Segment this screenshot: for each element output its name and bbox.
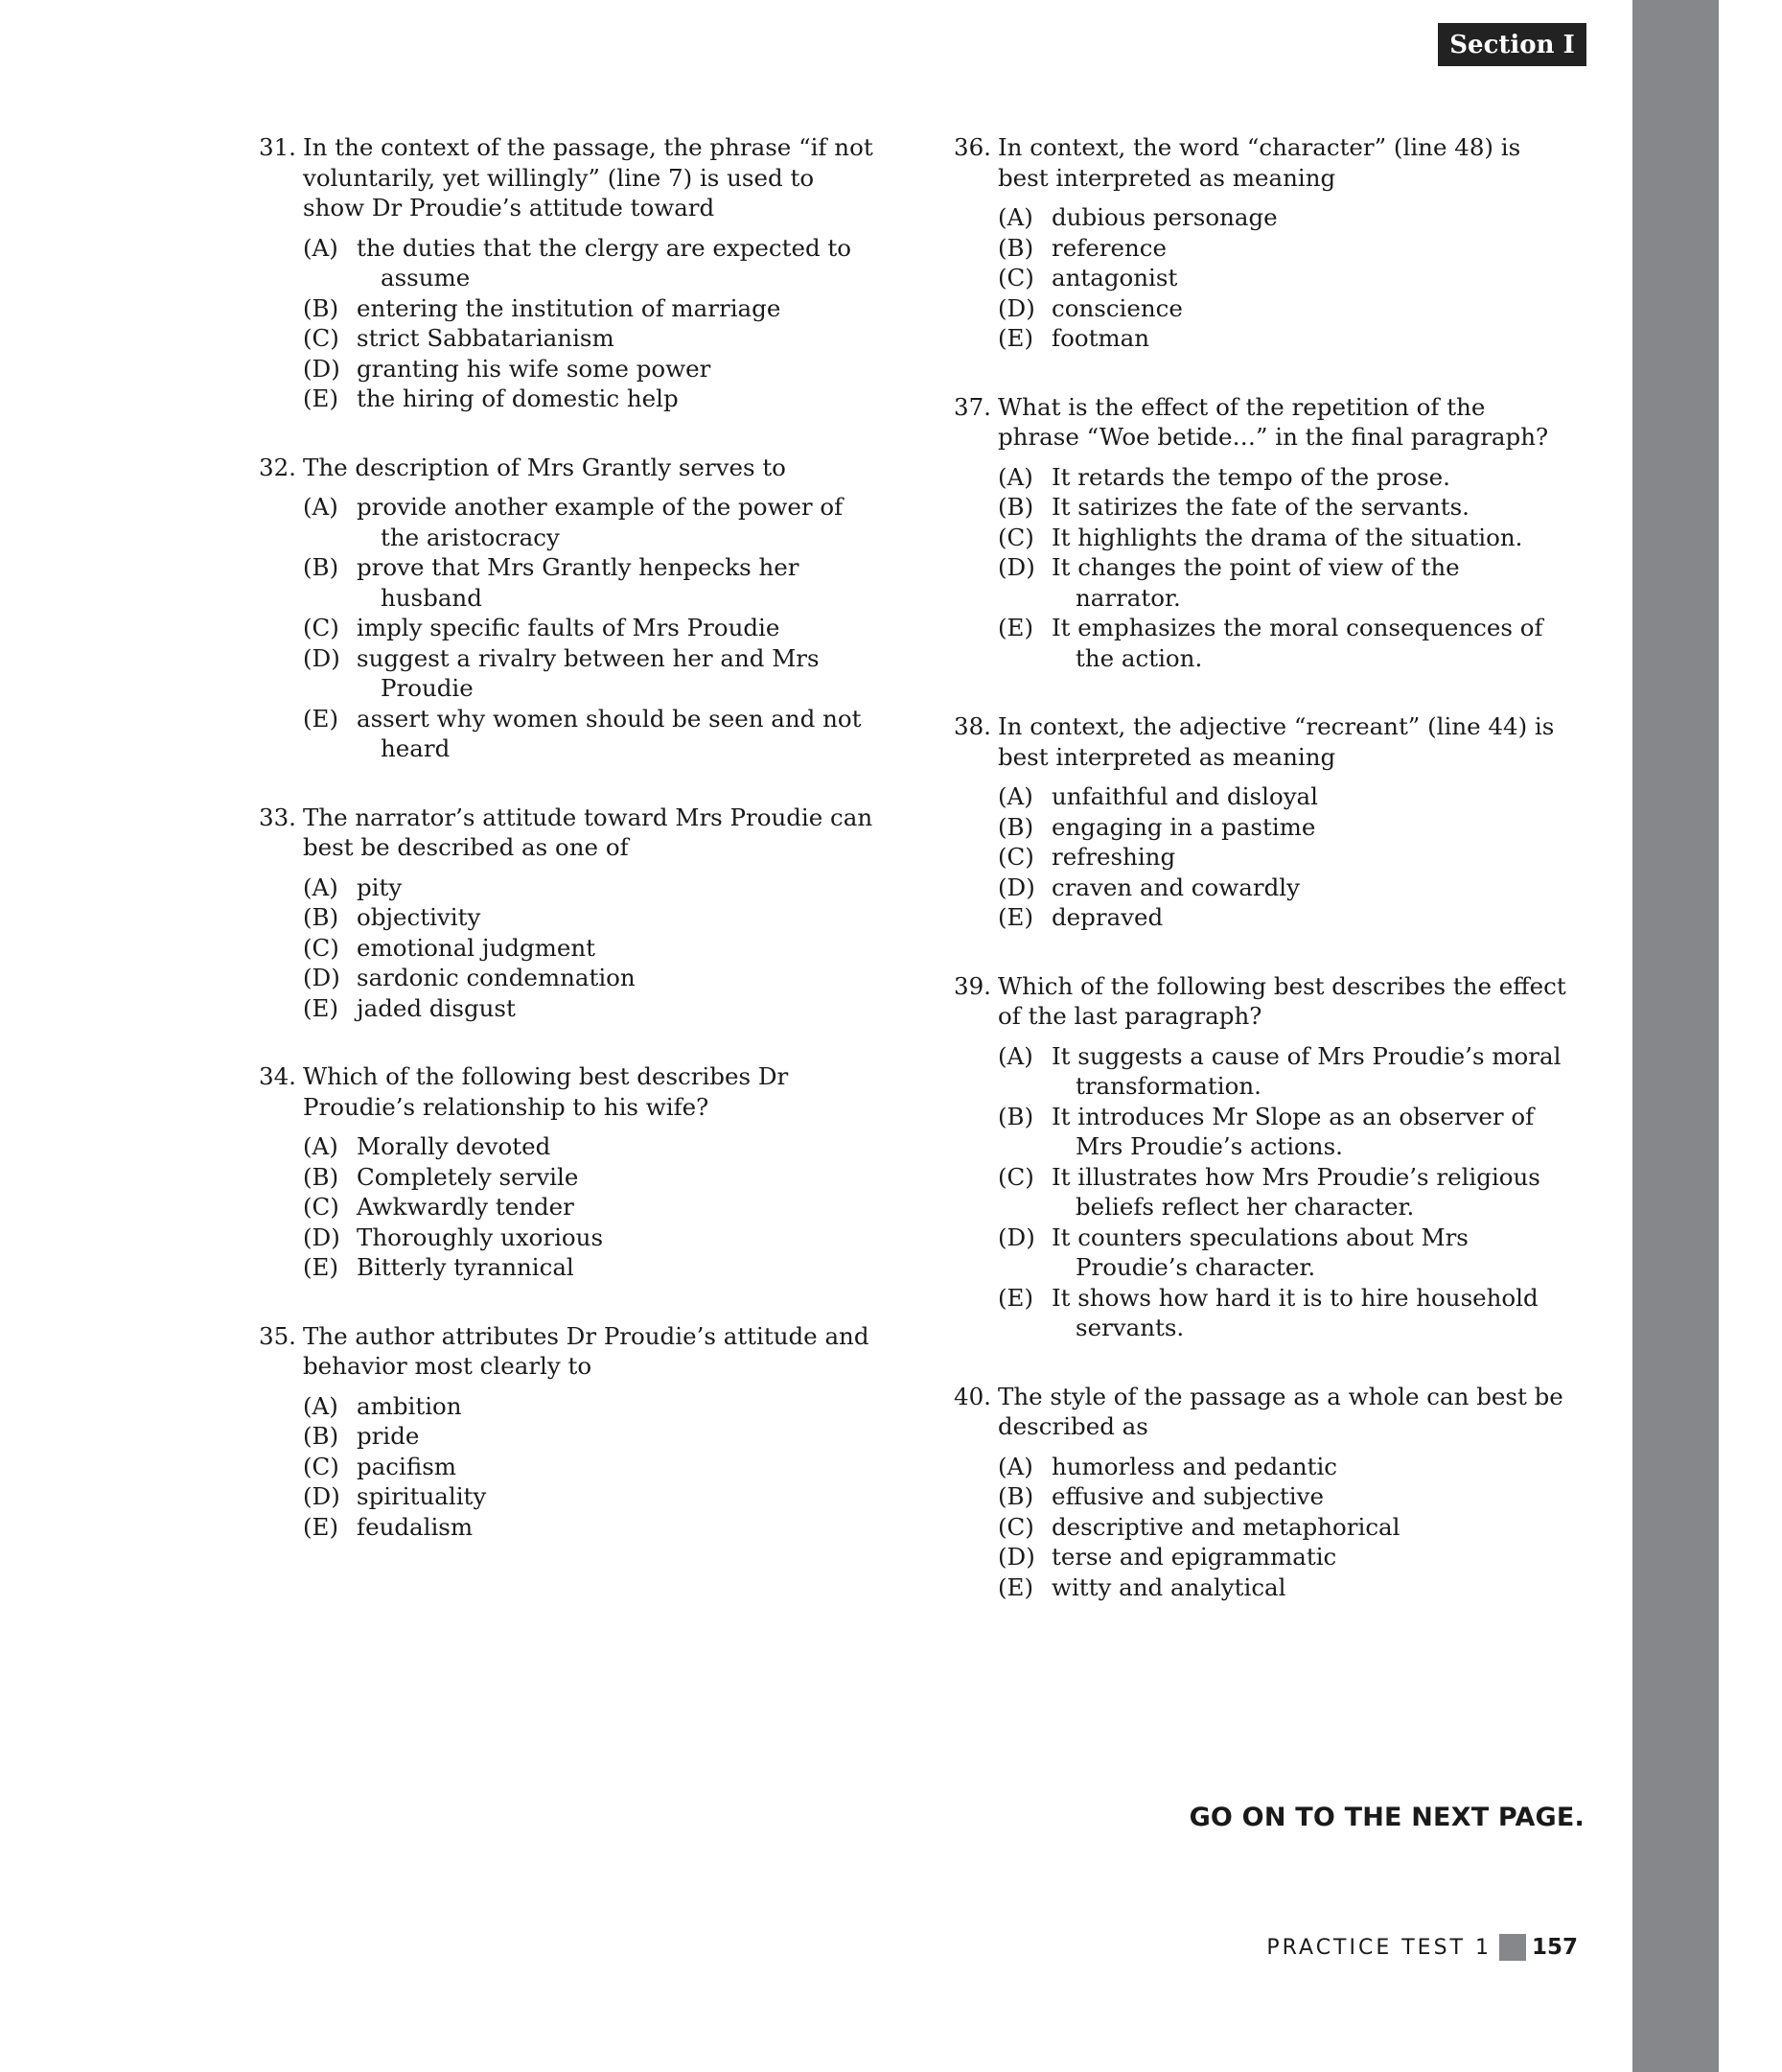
- choice-letter: (D): [303, 1222, 340, 1251]
- left-column: [259, 132, 882, 1580]
- question: [954, 971, 1567, 1343]
- choice-letter: (C): [998, 1512, 1034, 1541]
- answer-choice: [303, 233, 882, 293]
- answer-choice: [303, 1481, 882, 1512]
- answer-choice: [303, 1512, 882, 1543]
- answer-choice: [998, 812, 1567, 843]
- choice-letter: (B): [998, 233, 1034, 262]
- choice-letter: (A): [303, 1132, 338, 1160]
- choice-text: imply specific faults of Mrs Proudie: [357, 614, 780, 641]
- section-label: Section I: [1438, 23, 1586, 66]
- answer-choices: [303, 1131, 882, 1283]
- choice-text: Awkwardly tender: [357, 1193, 574, 1221]
- answer-choice: [998, 781, 1567, 812]
- question: [259, 132, 882, 414]
- answer-choice: [998, 1041, 1567, 1102]
- choice-letter: (E): [303, 704, 339, 733]
- choice-letter: (E): [998, 324, 1034, 352]
- choice-letter: (D): [998, 553, 1035, 581]
- choice-letter: (B): [303, 1422, 339, 1450]
- question-text: Which of the following best describes the effect of the last paragraph?: [998, 971, 1566, 1030]
- answer-choice: [303, 704, 882, 764]
- choice-letter: (C): [303, 933, 339, 962]
- choice-letter: (D): [303, 1482, 340, 1510]
- question-text: In the context of the passage, the phrase “if not voluntarily, yet willingly” (line 7) is used to show Dr Proudie’s attitude toward: [303, 133, 873, 221]
- choice-letter: (A): [998, 462, 1033, 491]
- answer-choice: [998, 842, 1567, 873]
- question: [259, 1321, 882, 1543]
- choice-letter: (A): [998, 1452, 1033, 1480]
- choice-text: It satirizes the fate of the servants.: [1052, 493, 1470, 521]
- choice-text: Morally devoted: [357, 1132, 551, 1160]
- question-stem: [259, 1321, 882, 1382]
- choice-letter: (A): [998, 782, 1033, 810]
- answer-choice: [998, 202, 1567, 233]
- question-stem: [259, 453, 882, 483]
- answer-choice: [303, 323, 882, 354]
- choice-text: craven and cowardly: [1052, 873, 1300, 901]
- choice-letter: (D): [998, 1222, 1035, 1251]
- question-stem: [954, 1382, 1567, 1442]
- choice-letter: (B): [303, 903, 339, 931]
- answer-choice: [303, 1192, 882, 1222]
- answer-choice: [998, 1512, 1567, 1543]
- choice-text: the duties that the clergy are expected to assume: [357, 233, 852, 291]
- choice-text: It shows how hard it is to hire household servants.: [1052, 1283, 1539, 1341]
- answer-choice: [303, 1131, 882, 1162]
- question: [259, 453, 882, 764]
- choice-text: It introduces Mr Slope as an observer of Mrs Proudie’s actions.: [1052, 1102, 1535, 1160]
- question-number: 33.: [259, 803, 296, 831]
- choice-text: It highlights the drama of the situation.: [1052, 523, 1523, 551]
- choice-text: suggest a rivalry between her and Mrs Proudie: [357, 643, 820, 702]
- choice-text: depraved: [1052, 903, 1164, 931]
- choice-text: reference: [1052, 233, 1167, 262]
- answer-choices: [303, 1391, 882, 1543]
- answer-choices: [303, 492, 882, 764]
- answer-choice: [998, 323, 1567, 354]
- answer-choice: [998, 1572, 1567, 1603]
- answer-choice: [303, 873, 882, 903]
- question-number: 31.: [259, 133, 296, 161]
- choice-text: It emphasizes the moral consequences of the action.: [1052, 614, 1543, 672]
- answer-choice: [998, 1283, 1567, 1343]
- answer-choice: [998, 462, 1567, 493]
- choice-text: engaging in a pastime: [1052, 812, 1316, 841]
- choice-text: It retards the tempo of the prose.: [1052, 462, 1450, 491]
- answer-choice: [303, 492, 882, 552]
- answer-choice: [998, 523, 1567, 553]
- choice-text: granting his wife some power: [357, 354, 711, 383]
- choice-letter: (C): [303, 324, 339, 352]
- question-text: The style of the passage as a whole can best be described as: [998, 1382, 1563, 1440]
- choice-text: humorless and pedantic: [1052, 1452, 1338, 1480]
- choice-letter: (A): [998, 203, 1033, 231]
- choice-text: witty and analytical: [1052, 1572, 1286, 1601]
- answer-choice: [998, 552, 1567, 613]
- question-number: 38.: [954, 712, 991, 740]
- answer-choice: [998, 293, 1567, 324]
- choice-letter: (B): [303, 553, 339, 581]
- question-stem: [954, 132, 1567, 193]
- page-number: 157: [1531, 1935, 1578, 1960]
- question-stem: [954, 392, 1567, 453]
- page-edge-bar: [1632, 0, 1719, 2072]
- choice-letter: (D): [998, 293, 1035, 322]
- question-stem: [259, 132, 882, 223]
- answer-choice: [998, 1102, 1567, 1162]
- answer-choice: [303, 1452, 882, 1482]
- choice-letter: (B): [303, 293, 339, 322]
- choice-letter: (E): [303, 1512, 339, 1541]
- answer-choices: [998, 462, 1567, 674]
- choice-letter: (B): [998, 493, 1034, 521]
- answer-choice: [998, 492, 1567, 523]
- answer-choice: [998, 902, 1567, 933]
- choice-letter: (E): [998, 614, 1034, 641]
- answer-choice: [303, 1252, 882, 1283]
- question-text: The author attributes Dr Proudie’s attitude and behavior most clearly to: [303, 1321, 869, 1380]
- question-text: In context, the adjective “recreant” (line 44) is best interpreted as meaning: [998, 712, 1555, 771]
- answer-choices: [998, 1041, 1567, 1343]
- answer-choice: [998, 613, 1567, 673]
- answer-choice: [303, 1222, 882, 1253]
- answer-choice: [303, 643, 882, 704]
- answer-choice: [998, 1481, 1567, 1512]
- choice-text: unfaithful and disloyal: [1052, 782, 1318, 810]
- go-on-notice: GO ON TO THE NEXT PAGE.: [1189, 1803, 1585, 1832]
- choice-text: assert why women should be seen and not heard: [357, 704, 862, 762]
- question: [259, 1061, 882, 1283]
- answer-choice: [303, 552, 882, 613]
- choice-letter: (E): [998, 1572, 1034, 1601]
- answer-choice: [303, 933, 882, 964]
- answer-choices: [998, 781, 1567, 933]
- answer-choice: [303, 963, 882, 993]
- choice-letter: (A): [303, 1391, 338, 1420]
- answer-choice: [998, 1162, 1567, 1222]
- choice-letter: (A): [998, 1041, 1033, 1070]
- answer-choice: [998, 873, 1567, 903]
- question-number: 40.: [954, 1382, 991, 1410]
- choice-letter: (B): [998, 1482, 1034, 1510]
- answer-choice: [303, 613, 882, 643]
- question-text: Which of the following best describes Dr Proudie’s relationship to his wife?: [303, 1062, 789, 1121]
- choice-letter: (C): [998, 523, 1034, 551]
- choice-letter: (C): [998, 1162, 1034, 1191]
- choice-letter: (C): [998, 264, 1034, 291]
- choice-letter: (E): [303, 384, 339, 412]
- choice-text: spirituality: [357, 1482, 487, 1510]
- choice-text: It illustrates how Mrs Proudie’s religious beliefs reflect her character.: [1052, 1162, 1540, 1221]
- choice-text: feudalism: [357, 1512, 474, 1541]
- answer-choices: [998, 1452, 1567, 1603]
- choice-text: pity: [357, 873, 403, 901]
- question: [259, 803, 882, 1024]
- question-number: 34.: [259, 1062, 296, 1090]
- choice-text: Bitterly tyrannical: [357, 1253, 574, 1281]
- answer-choice: [998, 1452, 1567, 1482]
- choice-text: objectivity: [357, 903, 481, 931]
- choice-letter: (E): [998, 903, 1034, 931]
- choice-letter: (A): [303, 493, 338, 521]
- choice-letter: (D): [303, 964, 340, 991]
- choice-letter: (A): [303, 873, 338, 901]
- question-text: The description of Mrs Grantly serves to: [303, 453, 786, 481]
- question: [954, 711, 1567, 933]
- choice-text: antagonist: [1052, 264, 1178, 291]
- choice-letter: (D): [303, 354, 340, 383]
- choice-text: conscience: [1052, 293, 1183, 322]
- choice-text: effusive and subjective: [1052, 1482, 1324, 1510]
- answer-choice: [303, 354, 882, 384]
- question: [954, 1382, 1567, 1603]
- question-number: 36.: [954, 133, 991, 161]
- question-number: 39.: [954, 971, 991, 1000]
- choice-letter: (C): [303, 614, 339, 641]
- answer-choices: [303, 233, 882, 414]
- choice-letter: (C): [303, 1452, 339, 1480]
- answer-choices: [998, 202, 1567, 354]
- choice-text: jaded disgust: [357, 993, 516, 1022]
- choice-text: refreshing: [1052, 843, 1176, 871]
- choice-letter: (D): [303, 643, 340, 672]
- answer-choice: [303, 384, 882, 414]
- answer-choice: [998, 1542, 1567, 1572]
- answer-choice: [303, 1421, 882, 1452]
- choice-text: Thoroughly uxorious: [357, 1222, 604, 1251]
- choice-text: descriptive and metaphorical: [1052, 1512, 1400, 1541]
- choice-text: prove that Mrs Grantly henpecks her husband: [357, 553, 799, 612]
- answer-choice: [303, 902, 882, 933]
- question-stem: [259, 1061, 882, 1122]
- right-column: [954, 132, 1567, 1641]
- answer-choice: [303, 293, 882, 324]
- choice-text: the hiring of domestic help: [357, 384, 679, 412]
- choice-letter: (B): [998, 1102, 1034, 1130]
- choice-letter: (B): [303, 1162, 339, 1191]
- question-stem: [954, 971, 1567, 1032]
- answer-choice: [303, 993, 882, 1024]
- question-text: In context, the word “character” (line 48) is best interpreted as meaning: [998, 133, 1521, 192]
- answer-choice: [998, 233, 1567, 264]
- answer-choice: [998, 263, 1567, 293]
- question-text: What is the effect of the repetition of the phrase “Woe betide…” in the final paragraph?: [998, 392, 1549, 451]
- question-number: 32.: [259, 453, 296, 481]
- choice-letter: (E): [303, 1253, 339, 1281]
- choice-letter: (B): [998, 812, 1034, 841]
- choice-letter: (E): [303, 993, 339, 1022]
- choice-letter: (C): [303, 1193, 339, 1221]
- choice-text: It counters speculations about Mrs Proudie’s character.: [1052, 1222, 1469, 1281]
- choice-letter: (E): [998, 1283, 1034, 1312]
- footer-label: PRACTICE TEST 1: [1266, 1935, 1492, 1960]
- choice-text: Completely servile: [357, 1162, 579, 1191]
- choice-text: pacifism: [357, 1452, 456, 1480]
- footer-square-mark: [1499, 1934, 1526, 1961]
- choice-text: terse and epigrammatic: [1052, 1543, 1337, 1571]
- choice-letter: (D): [998, 1543, 1035, 1571]
- choice-text: It changes the point of view of the narrator.: [1052, 553, 1460, 612]
- choice-text: provide another example of the power of the aristocracy: [357, 493, 844, 551]
- choice-letter: (C): [998, 843, 1034, 871]
- question-stem: [259, 803, 882, 863]
- question: [954, 392, 1567, 674]
- choice-letter: (D): [998, 873, 1035, 901]
- question: [954, 132, 1567, 354]
- answer-choice: [998, 1222, 1567, 1283]
- choice-text: pride: [357, 1422, 420, 1450]
- choice-text: strict Sabbatarianism: [357, 324, 614, 352]
- question-stem: [954, 711, 1567, 772]
- choice-text: ambition: [357, 1391, 462, 1420]
- choice-text: sardonic condemnation: [357, 964, 636, 991]
- choice-text: emotional judgment: [357, 933, 596, 962]
- choice-text: footman: [1052, 324, 1150, 352]
- answer-choices: [303, 873, 882, 1024]
- choice-text: It suggests a cause of Mrs Proudie’s moral transformation.: [1052, 1041, 1562, 1100]
- question-number: 37.: [954, 392, 991, 421]
- answer-choice: [303, 1162, 882, 1193]
- question-number: 35.: [259, 1321, 296, 1350]
- page-footer: [1266, 1934, 1578, 1961]
- answer-choice: [303, 1391, 882, 1422]
- question-text: The narrator’s attitude toward Mrs Proudie can best be described as one of: [303, 803, 873, 861]
- choice-text: entering the institution of marriage: [357, 293, 781, 322]
- choice-letter: (A): [303, 233, 338, 262]
- choice-text: dubious personage: [1052, 203, 1278, 231]
